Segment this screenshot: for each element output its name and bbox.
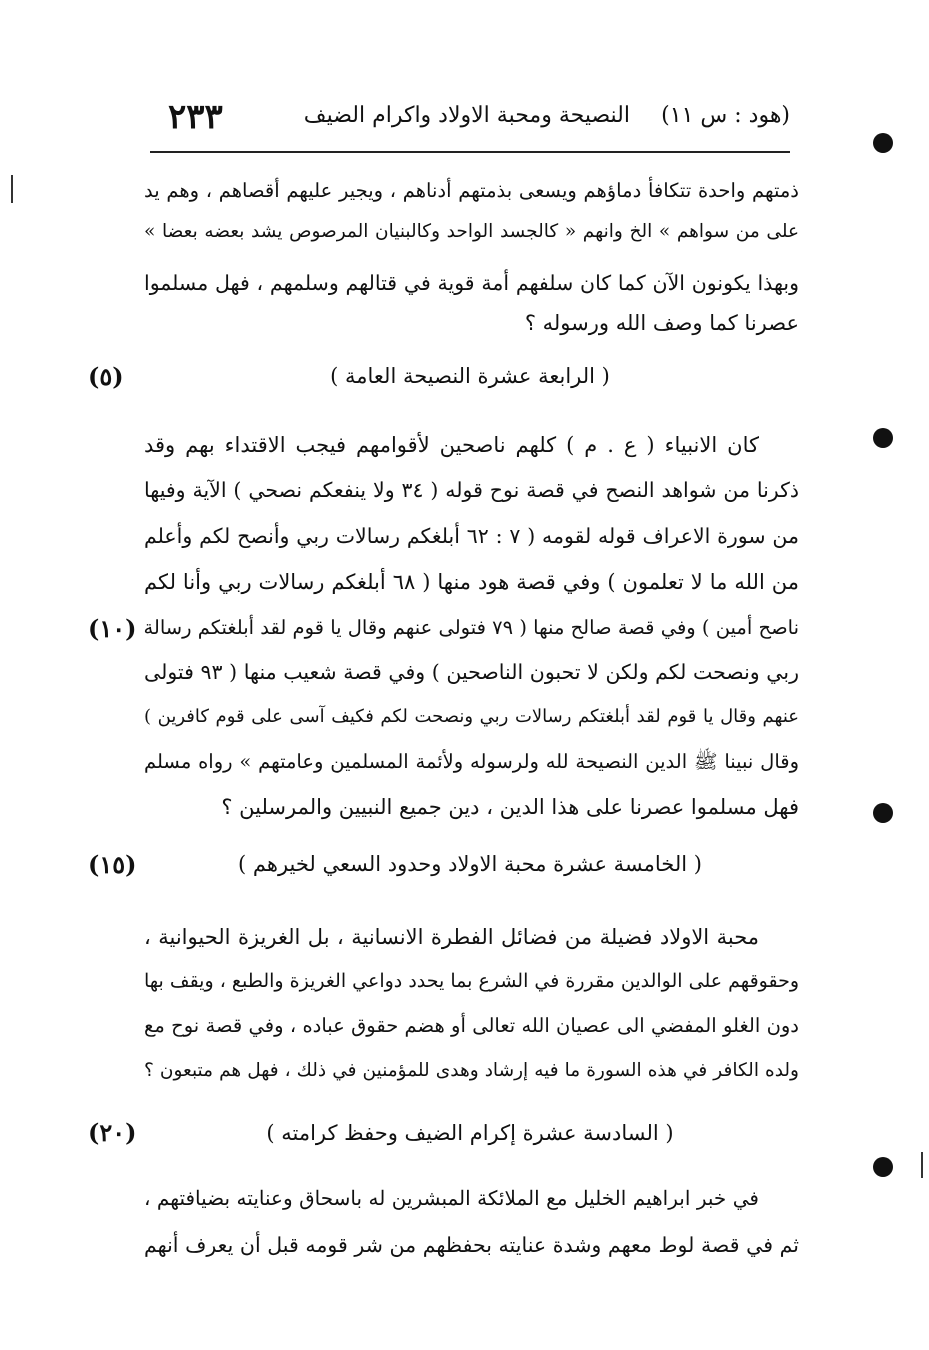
line-number-marker: (١٥) [88, 850, 137, 879]
section-heading: ( الرابعة عشرة النصيحة العامة ) [330, 364, 610, 388]
binding-hole-mark [873, 803, 893, 823]
line-number-marker: (١٠) [88, 614, 137, 643]
text-line: وبهذا يكونون الآن كما كان سلفهم أمة قوية في قتالهم وسلمهم ، فهل مسلموا [144, 271, 799, 295]
text-line: وحقوقهم على الوالدين مقررة في الشرع بما يحدد دواعي الغريزة والطبع ، ويقف بها [144, 970, 799, 992]
text-line: من الله ما لا تعلمون ) وفي قصة هود منها ( ٦٨ أبلغكم رسالات ربي وأنا لكم [144, 570, 799, 594]
text-line: في خبر ابراهيم الخليل مع الملائكة المبشرين له باسحاق وعنايته بضيافتهم ، [144, 1186, 759, 1210]
text-line: محبة الاولاد فضيلة من فضائل الفطرة الانسانية ، بل الغريزة الحيوانية ، [144, 925, 759, 949]
running-header [150, 97, 790, 143]
binding-hole-mark [873, 428, 893, 448]
line-number-marker: (٢٠) [88, 1118, 137, 1147]
text-line: عصرنا كما وصف الله ورسوله ؟ [524, 311, 799, 335]
text-line: على من سواهم » الخ وانهم « كالجسد الواحد وكالبنيان المرصوص يشد بعضه بعضا » [144, 221, 799, 242]
text-line: ولده الكافر في هذه السورة ما فيه إرشاد وهدى للمؤمنين في ذلك ، فهل هم متبعون ؟ [144, 1060, 799, 1081]
text-line: فهل مسلموا عصرنا على هذا الدين ، دين جميع النبيين والمرسلين ؟ [221, 795, 799, 819]
text-line: ربي ونصحت لكم ولكن لا تحبون الناصحين ) وفي قصة شعيب منها ( ٩٣ فتولى [144, 660, 799, 684]
text-line: وقال نبينا ﷺ الدين النصيحة لله ولرسوله ولأئمة المسلمين وعامتهم » رواه مسلم [144, 750, 799, 773]
text-line: دون الغلو المفضي الى عصيان الله تعالى أو هضم حقوق عباده ، وفي قصة نوح مع [144, 1014, 799, 1037]
text-line: ثم في قصة لوط معهم وشدة عنايته بحفظهم من شر قومه قبل أن يعرف أنهم [144, 1233, 799, 1257]
scan-edge-mark [921, 1152, 923, 1178]
binding-hole-mark [873, 1157, 893, 1177]
section-heading: ( الخامسة عشرة محبة الاولاد وحدود السعي لخيرهم ) [238, 852, 702, 876]
text-line: من سورة الاعراف قوله لقومه ( ٧ : ٦٢ أبلغكم رسالات ربي وأنصح لكم وأعلم [144, 524, 799, 548]
binding-hole-mark [873, 133, 893, 153]
text-line: ناصح أمين ) وفي قصة صالح منها ( ٧٩ فتولى عنهم وقال يا قوم لقد أبلغتكم رسالة [143, 616, 799, 639]
text-line: عنهم وقال يا قوم لقد أبلغتكم رسالات ربي ونصحت لكم فكيف آسى على قوم كافرين ) [144, 706, 800, 727]
section-heading: ( السادسة عشرة إكرام الضيف وحفظ كرامته ) [266, 1121, 674, 1145]
text-line: كان الانبياء ( ع . م ) كلهم ناصحين لأقوامهم فيجب الاقتداء بهم وقد [144, 433, 759, 457]
chapter-reference: (هود : س ١١) [661, 103, 790, 128]
text-line: ذكرنا من شواهد النصح في قصة نوح قوله ( ٣٤ ولا ينفعكم نصحي ) الآية وفيها [144, 478, 799, 502]
scan-edge-mark [11, 175, 13, 203]
page-number: ٢٣٣ [168, 97, 223, 137]
line-number-marker: (٥) [88, 362, 124, 391]
text-line: ذمتهم واحدة تتكافأ دماؤهم ويسعى بذمتهم أدناهم ، ويجير عليهم أقصاهم ، وهم يد [144, 179, 799, 202]
header-rule [150, 151, 790, 153]
running-title: النصيحة ومحبة الاولاد واكرام الضيف [303, 103, 630, 128]
